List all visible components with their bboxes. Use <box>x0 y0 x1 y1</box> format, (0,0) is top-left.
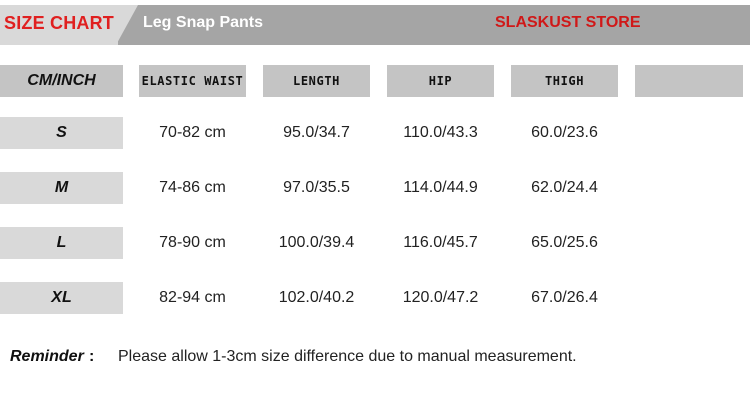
table-cell: 65.0/25.6 <box>531 234 598 251</box>
table-cell: 78-90 cm <box>159 234 226 251</box>
column-header-hip: HIP <box>387 65 494 97</box>
table-cell: 62.0/24.4 <box>531 179 598 196</box>
table-cell: 60.0/23.6 <box>531 124 598 141</box>
reminder-colon: : <box>89 348 95 365</box>
table-cell: 110.0/43.3 <box>403 124 478 141</box>
product-name: Leg Snap Pants <box>143 14 264 31</box>
column-header-length: LENGTH <box>263 65 370 97</box>
units-header: CM/INCH <box>0 65 123 97</box>
store-name: SLASKUST STORE <box>495 14 641 31</box>
size-label-m: M <box>0 172 123 204</box>
table-cell: 97.0/35.5 <box>283 179 350 196</box>
table-cell: 82-94 cm <box>159 289 226 306</box>
table-cell: 100.0/39.4 <box>278 234 355 251</box>
reminder-label: Reminder <box>10 348 84 365</box>
title-banner-wedge <box>116 5 138 45</box>
column-header-empty <box>635 65 743 97</box>
table-cell: 74-86 cm <box>159 179 226 196</box>
table-cell: 114.0/44.9 <box>403 179 478 196</box>
table-cell: 67.0/26.4 <box>531 289 598 306</box>
size-label-xl: XL <box>0 282 123 314</box>
table-cell: 102.0/40.2 <box>278 289 355 306</box>
size-label-s: S <box>0 117 123 149</box>
table-cell: 116.0/45.7 <box>403 234 478 251</box>
table-cell: 120.0/47.2 <box>402 289 479 306</box>
column-header-thigh: THIGH <box>511 65 618 97</box>
column-header-elastic-waist: ELASTIC WAIST <box>139 65 246 97</box>
size-label-l: L <box>0 227 123 259</box>
reminder-text: Please allow 1-3cm size difference due to manual measurement. <box>118 348 577 365</box>
table-cell: 70-82 cm <box>159 124 226 141</box>
size-chart-title: SIZE CHART <box>4 13 114 33</box>
table-cell: 95.0/34.7 <box>283 124 350 141</box>
